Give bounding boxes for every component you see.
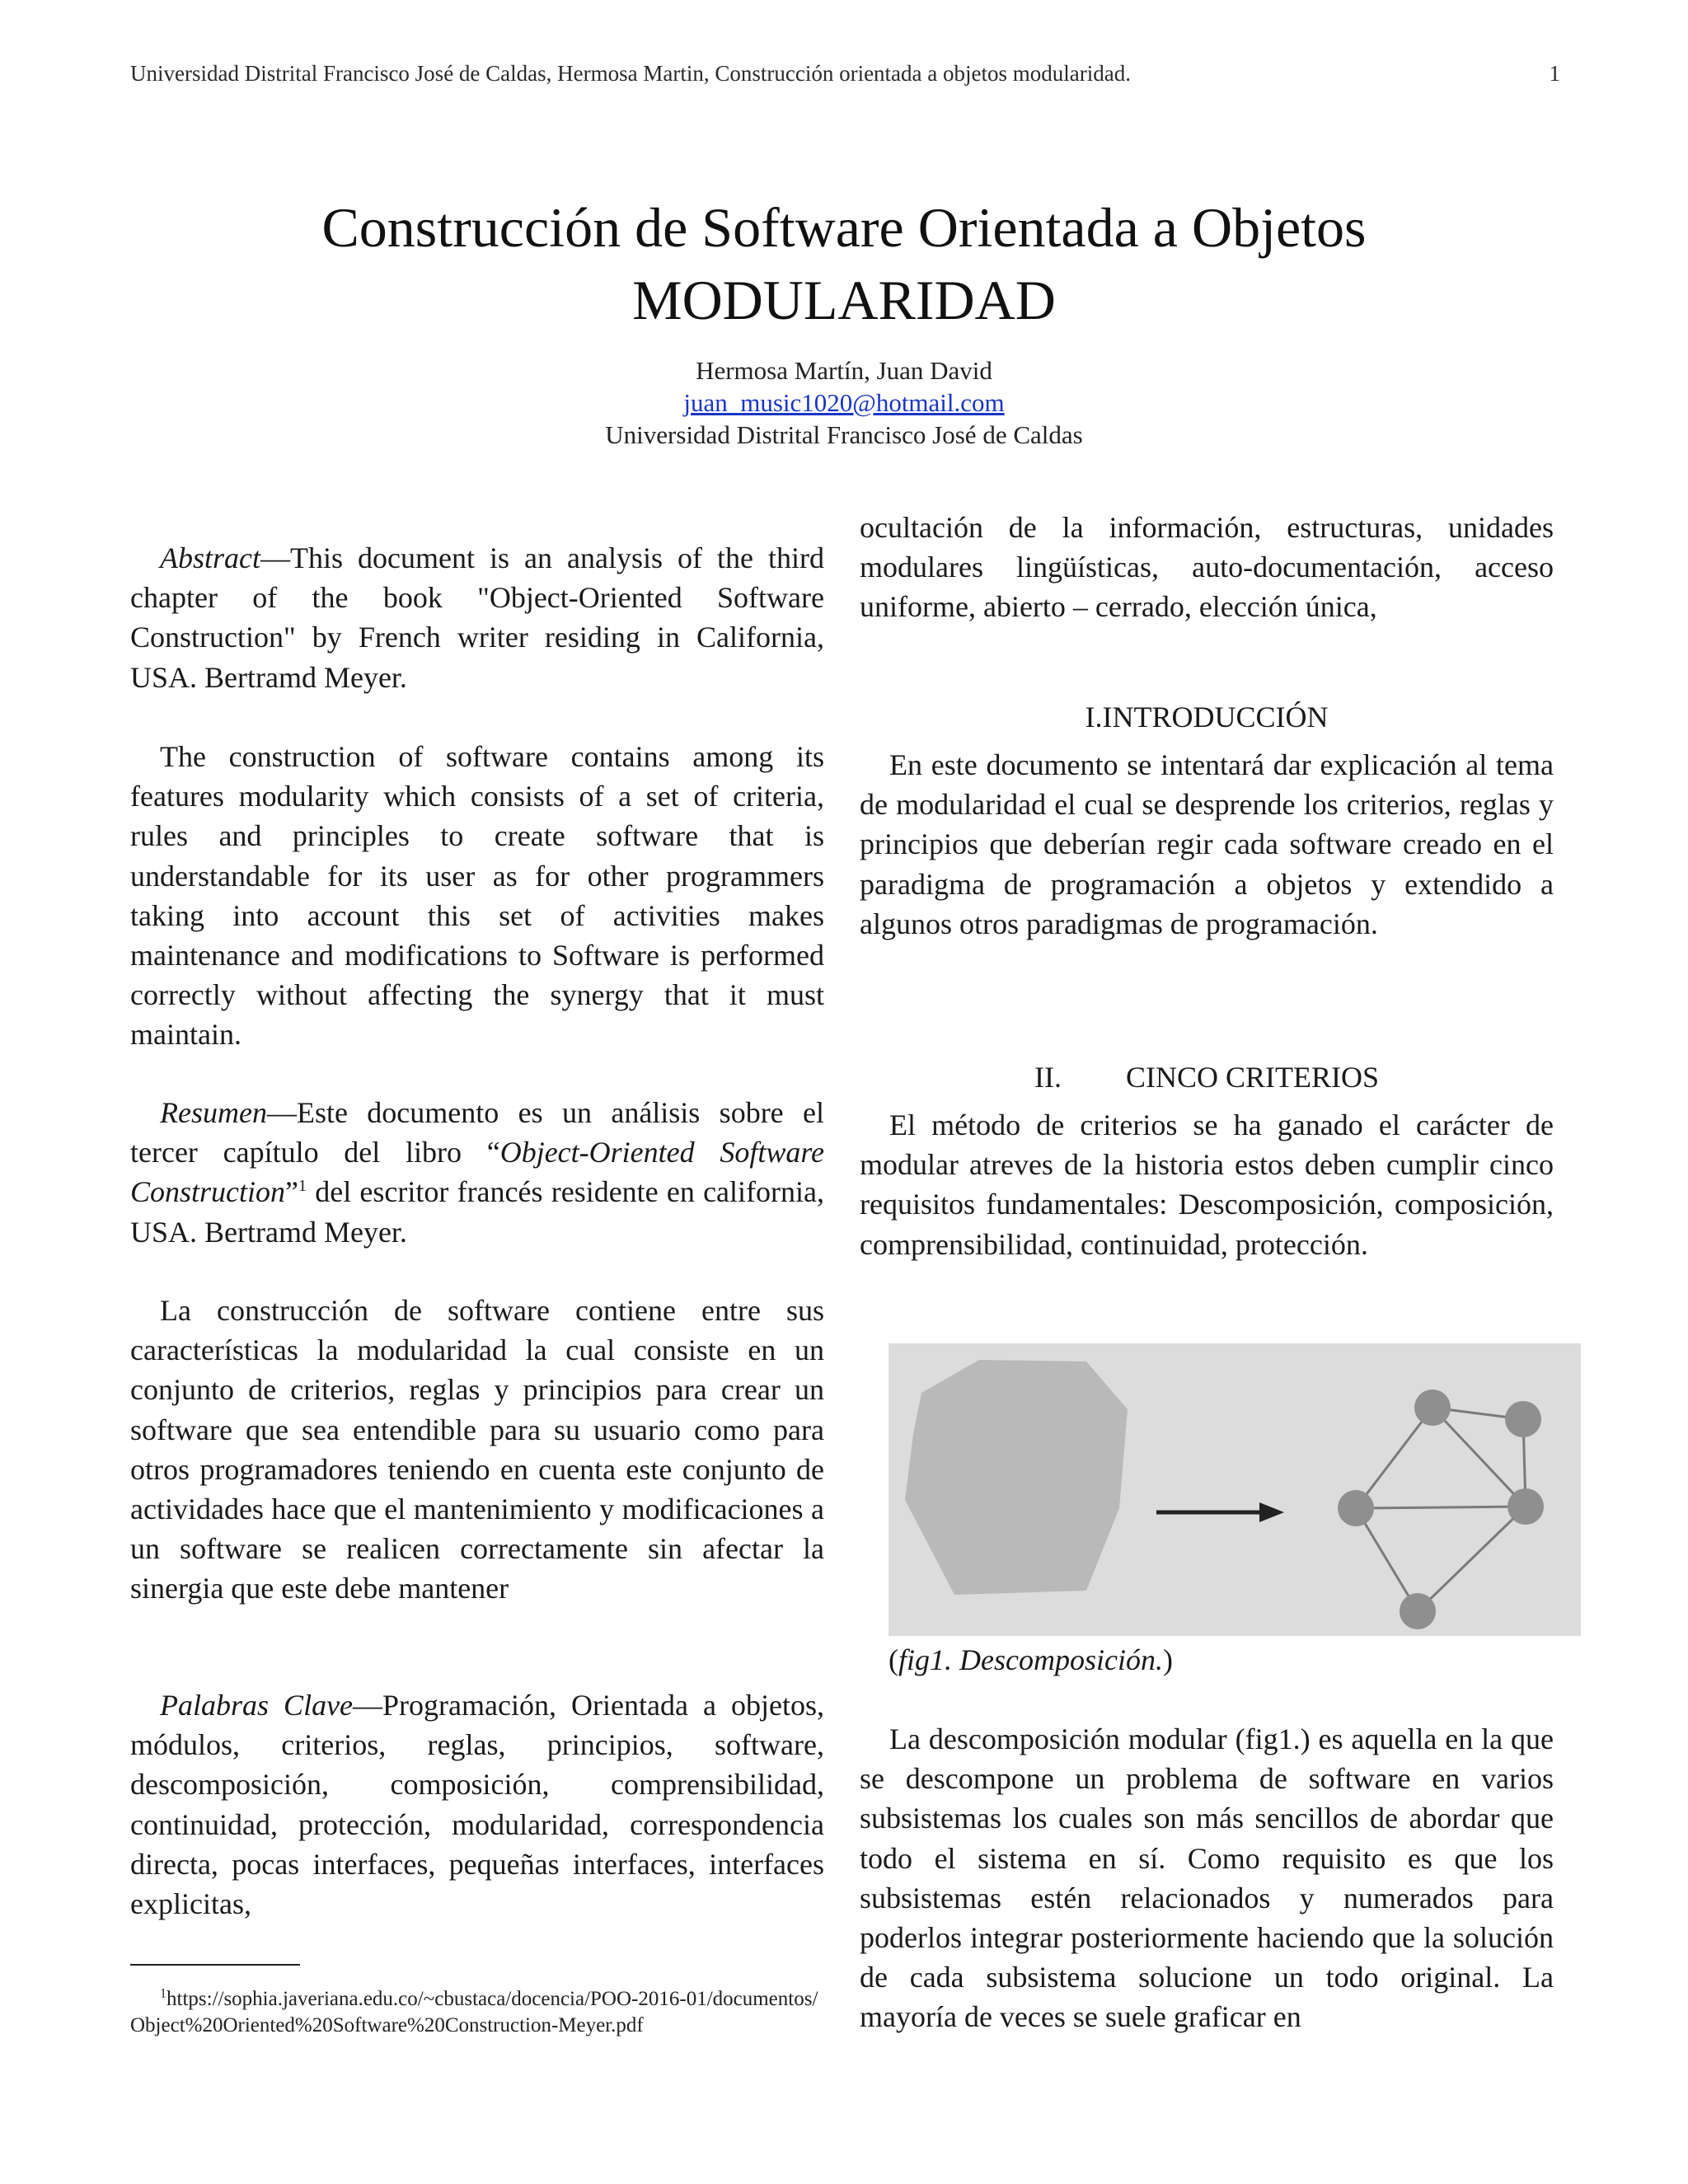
abstract-paragraph: [130, 538, 824, 697]
resumen-book-title: Object-Oriented Software Construction: [130, 1136, 825, 1209]
title-block: [0, 191, 1688, 451]
resumen-paragraph-2: La construcción de software contiene entre sus características la modularidad la cual consiste en un conjunto de criterios, reglas y principios para crear un software que sea entendible para su usuario como para otros programadores teniendo en cuenta este conjunto de actividades hace que el mantenimiento y modificaciones a un software se realicen correctamente sin afectar la sinergia que este debe mantener: [130, 1294, 824, 1605]
footnote-rule: [130, 1964, 300, 1966]
abstract-label: Abstract: [160, 541, 260, 574]
abstract-text: —This document is an analysis of the third chapter of the book "Object-Oriented Software Construction" by French writer residing in California, USA. Bertramd Meyer.: [130, 541, 824, 694]
keywords-text: —Programación, Orientada a objetos, módulos, criterios, reglas, principios, software, descomposición, composición, comprensibilidad, continuidad, protección, modularidad, correspondencia directa, pocas interfaces, pequeñas interfaces, interfaces explicitas,: [130, 1689, 824, 1921]
keywords-continued: ocultación de la información, estructuras, unidades modulares lingüísticas, auto-documentación, acceso uniforme, abierto – cerrado, elección única,: [860, 511, 1554, 624]
footnote: [130, 1986, 824, 2039]
author-name: Hermosa Martín, Juan David: [696, 356, 992, 385]
section-2-text: El método de criterios se ha ganado el carácter de modular atreves de la historia estos deben cumplir cinco requisitos fundamentales: Descomposición, composición, comprensibilidad, continuidad, protección.: [860, 1108, 1554, 1261]
resumen-text-a: —Este documento es un análisis sobre el tercer capítulo del libro “: [130, 1096, 824, 1169]
section-2-heading: [860, 1057, 1554, 1097]
title-line-2: MODULARIDAD: [632, 269, 1056, 331]
resumen-text-b: ”: [285, 1175, 298, 1209]
figure-1-caption: [889, 1640, 1173, 1680]
author-email-link[interactable]: juan_music1020@hotmail.com: [683, 388, 1005, 417]
caption-text: fig1. Descomposición.: [898, 1643, 1163, 1676]
module-node: [1505, 1401, 1541, 1437]
footnote-url-link[interactable]: https://sophia.javeriana.edu.co/~cbustaca/docencia/POO-2016-01/documentos/Object%20Oriented%20Software%20Construction-Meyer.pdf: [130, 1988, 818, 2036]
resumen-paragraph: [130, 1093, 824, 1252]
author-block: [0, 354, 1688, 451]
keywords-paragraph: [130, 1685, 824, 1924]
decomposition-diagram: [889, 1343, 1581, 1636]
module-node: [1338, 1490, 1374, 1526]
section-1-heading: I.INTRODUCCIÓN: [1085, 701, 1329, 733]
paper-title: [0, 191, 1688, 336]
footnote-mark: 1: [160, 1986, 166, 2001]
undivided-system-shape: [905, 1360, 1128, 1595]
module-node: [1414, 1390, 1451, 1426]
running-header-text: Universidad Distrital Francisco José de Caldas, Hermosa Martin, Construcción orientada a objetos modularidad.: [130, 61, 1131, 86]
section-2-title: CINCO CRITERIOS: [1125, 1061, 1379, 1094]
section-1-text: En este documento se intentará dar explicación al tema de modularidad el cual se desprende los criterios, reglas y principios que deberían regir cada software creado en el paradigma de programación a objetos y extendido a algunos otros paradigmas de programación.: [860, 748, 1554, 940]
keywords-label: Palabras Clave: [160, 1689, 354, 1722]
resumen-text-c: del escritor francés residente en california, USA. Bertramd Meyer.: [130, 1175, 824, 1249]
figure-1-decomposition: [889, 1343, 1581, 1636]
section-2-text-2: La descomposición modular (fig1.) es aquella en la que se descompone un problema de software en varios subsistemas los cuales son más sencillos de abordar que todo el sistema en sí. Como requisito es que los subsistemas estén relacionados y numerados para poderlos integrar posteriormente haciendo que la solución de cada subsistema solucione un todo original. La mayoría de veces se suele graficar en: [860, 1722, 1554, 2034]
running-header: [130, 59, 1560, 87]
abstract-paragraph-2: The construction of software contains among its features modularity which consists of a set of criteria, rules and principles to create software that is understandable for its user as for other programmers taking into account this set of activities makes maintenance and modifications to Software is performed correctly without affecting the synergy that it must maintain.: [130, 740, 824, 1052]
resumen-label: Resumen: [160, 1096, 267, 1129]
caption-close-paren: ): [1162, 1643, 1173, 1676]
caption-open-paren: (: [889, 1643, 898, 1676]
page-number: 1: [1549, 61, 1560, 86]
section-2-number: II.: [1034, 1061, 1062, 1094]
module-node: [1507, 1488, 1544, 1525]
module-node: [1400, 1593, 1436, 1629]
title-line-1: Construcción de Software Orientada a Objetos: [321, 196, 1367, 259]
author-affiliation: Universidad Distrital Francisco José de Caldas: [605, 420, 1083, 449]
footnote-marker[interactable]: 1: [298, 1177, 307, 1196]
